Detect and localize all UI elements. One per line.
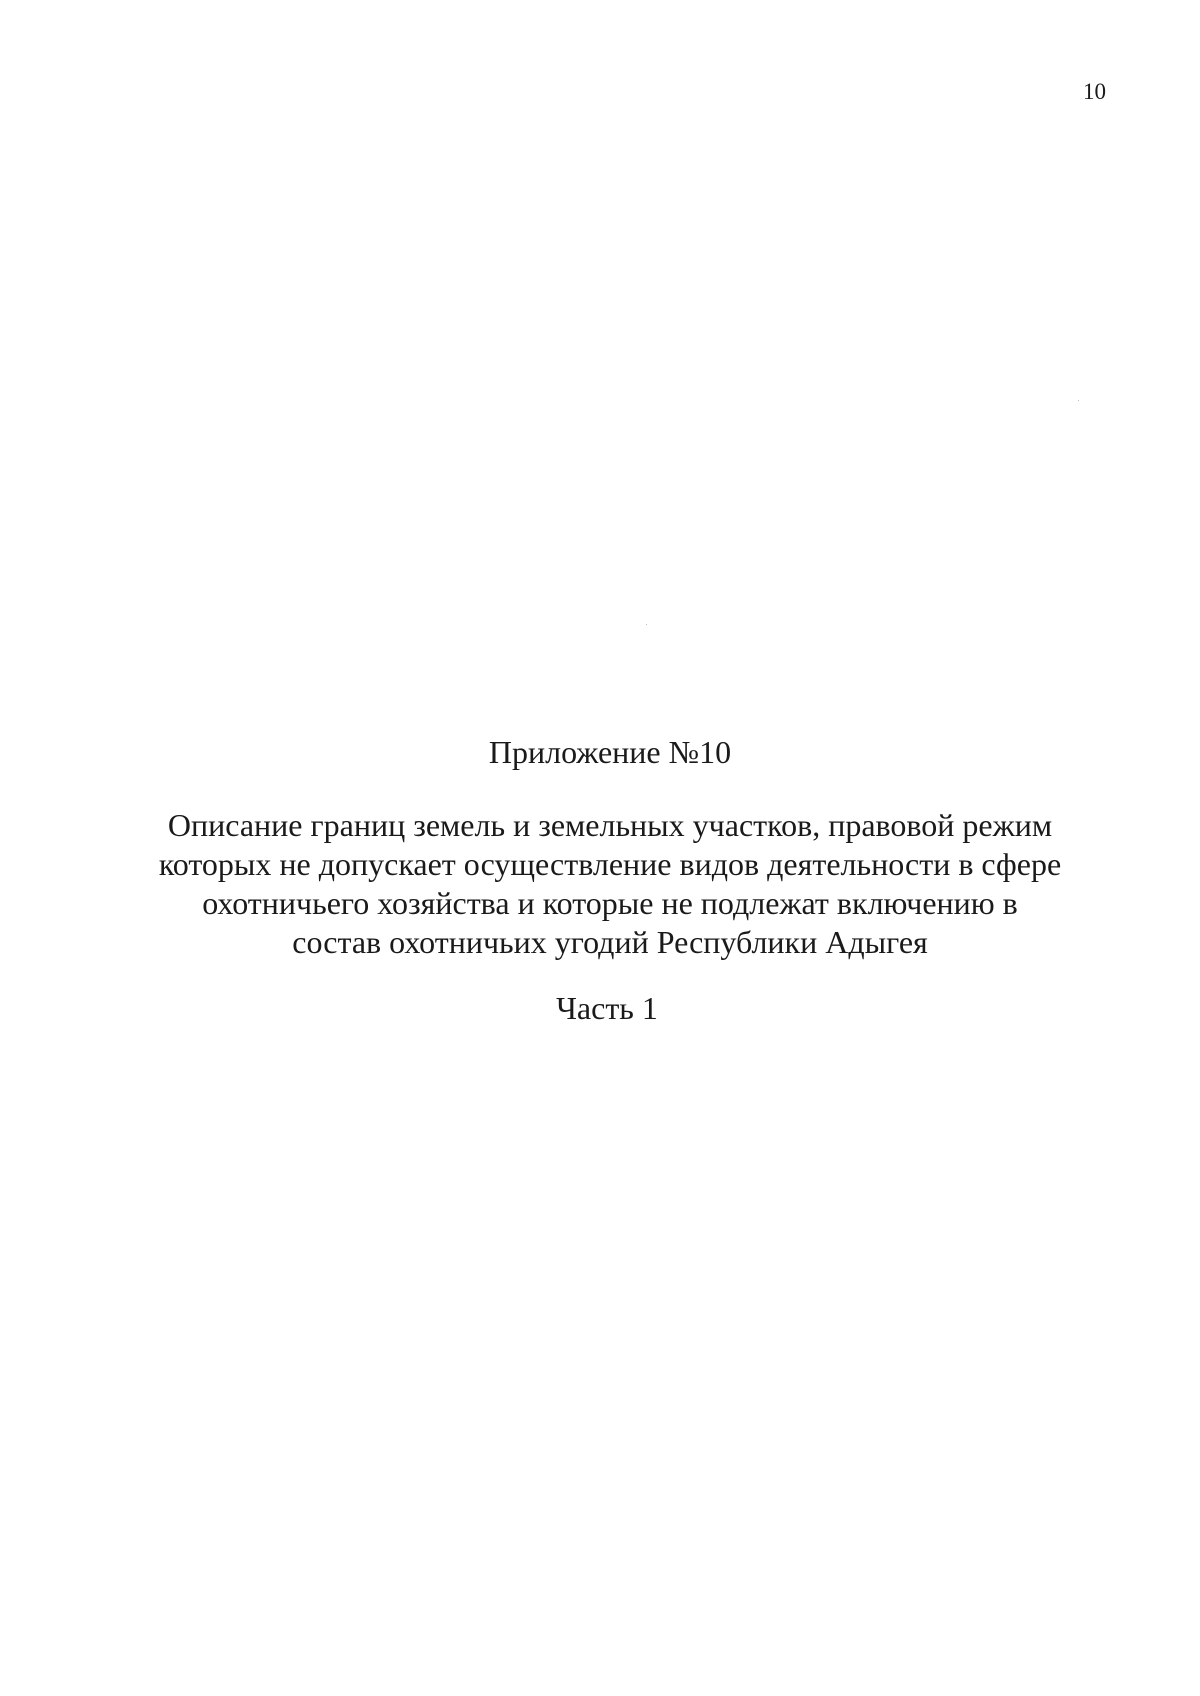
scan-speck — [646, 624, 647, 625]
part-label: Часть 1 — [556, 990, 658, 1026]
scan-speck — [1078, 400, 1079, 401]
description-line: охотничьего хозяйства и которые не подлежат включению в — [202, 885, 1018, 921]
description-line: Описание границ земель и земельных участков, правовой режим — [167, 807, 1053, 843]
page-number: 10 — [1083, 79, 1106, 104]
description-line: состав охотничьих угодий Республики Адыгея — [292, 924, 928, 960]
description-line: которых не допускает осуществление видов деятельности в сфере — [158, 846, 1062, 882]
appendix-title: Приложение №10 — [488, 734, 732, 770]
description-text — [140, 806, 1080, 962]
